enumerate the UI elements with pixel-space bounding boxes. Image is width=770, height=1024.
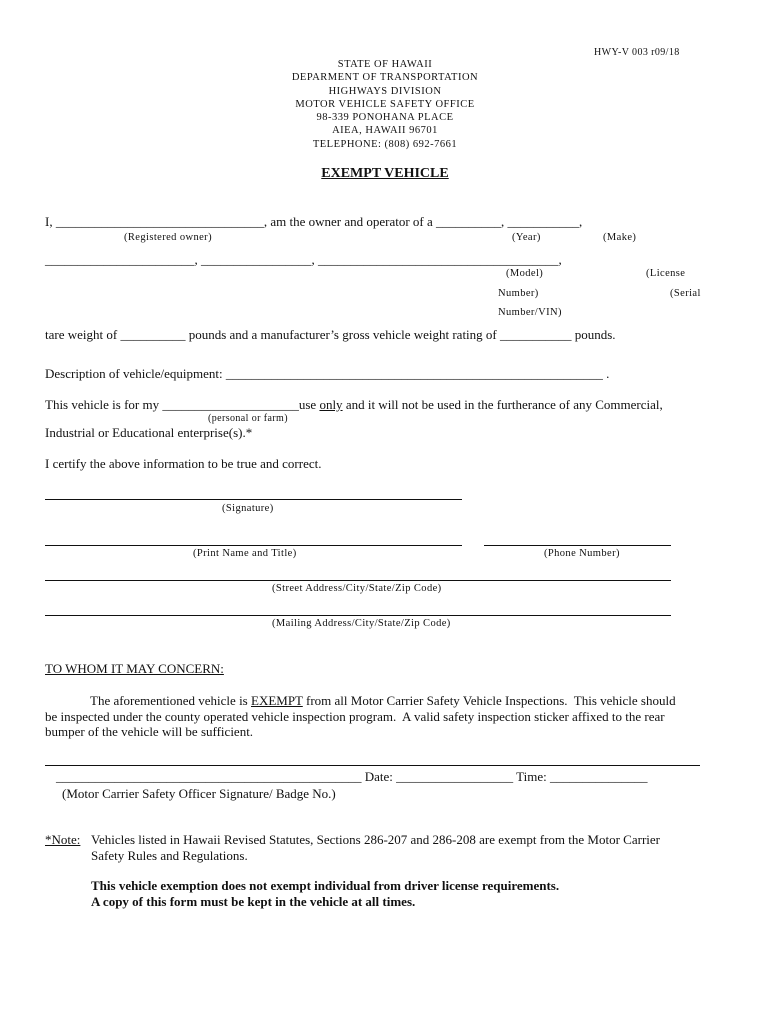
header-department: DEPARMENT OF TRANSPORTATION — [291, 72, 479, 84]
label-phone: (Phone Number) — [544, 548, 620, 559]
street-address-line — [45, 580, 671, 581]
label-license: (License — [646, 268, 686, 279]
label-serial-number-vin: Number/VIN) — [498, 307, 562, 318]
label-mailing-address: (Mailing Address/City/State/Zip Code) — [272, 618, 451, 629]
phone-line — [484, 545, 671, 546]
header-office: MOTOR VEHICLE SAFETY OFFICE — [295, 98, 475, 110]
concern-line1-rest: from all Motor Carrier Safety Vehicle Inspections. This vehicle should — [302, 693, 676, 708]
mailing-address-line — [45, 615, 671, 616]
note-line-2: Safety Rules and Regulations. — [91, 848, 248, 863]
header-division: HIGHWAYS DIVISION — [328, 85, 442, 97]
label-registered-owner: (Registered owner) — [124, 232, 212, 243]
officer-label: (Motor Carrier Safety Officer Signature/ Badge No.) — [62, 786, 336, 801]
print-name-line — [45, 545, 462, 546]
form-code: HWY-V 003 r09/18 — [594, 47, 680, 58]
header-telephone: TELEPHONE: (808) 692-7661 — [312, 138, 458, 150]
owner-line: I, ________________________________, am the owner and operator of a __________, ___________, — [45, 214, 583, 229]
use-line-2: Industrial or Educational enterprise(s).* — [45, 425, 253, 440]
vehicle-id-line: _______________________, _________________, _____________________________________, — [45, 252, 562, 267]
label-signature: (Signature) — [222, 503, 274, 514]
label-make: (Make) — [603, 232, 637, 243]
header-city: AIEA, HAWAII 96701 — [332, 125, 438, 137]
notice-line-1: This vehicle exemption does not exempt individual from driver license requirements. — [91, 878, 560, 893]
agency-header — [0, 58, 770, 151]
concern-intro: The aforementioned vehicle is — [90, 693, 251, 708]
label-year: (Year) — [512, 232, 541, 243]
exempt-word: EXEMPT — [251, 693, 303, 708]
label-street-address: (Street Address/City/State/Zip Code) — [272, 583, 442, 594]
concern-para-line-1 — [90, 693, 676, 709]
officer-signature-line: _______________________________________________ Date: __________________ Time: _______________ — [56, 769, 648, 784]
note-label: *Note: — [45, 832, 81, 847]
weight-line: tare weight of __________ pounds and a manufacturer’s gross vehicle weight rating of ___________ pounds. — [45, 327, 616, 342]
description-line: Description of vehicle/equipment: __________________________________________________________ . — [45, 366, 610, 381]
header-street: 98-339 PONOHANA PLACE — [316, 112, 454, 124]
notice-line-2: A copy of this form must be kept in the vehicle at all times. — [91, 894, 416, 909]
label-print-name: (Print Name and Title) — [193, 548, 297, 559]
header-state: STATE OF HAWAII — [337, 59, 433, 70]
concern-para-line-2: be inspected under the county operated vehicle inspection program. A valid safety inspection sticker affixed to the rear — [45, 709, 665, 724]
use-line — [45, 397, 663, 413]
signature-line — [45, 499, 462, 500]
only-word: only — [319, 397, 343, 412]
use-word: use — [298, 397, 320, 412]
label-model: (Model) — [506, 268, 544, 279]
form-title: EXEMPT VEHICLE — [321, 166, 449, 181]
use-suffix: and it will not be used in the furtherance of any Commercial, — [342, 397, 663, 412]
officer-top-rule — [45, 765, 700, 766]
concern-heading: TO WHOM IT MAY CONCERN: — [45, 661, 224, 676]
use-prefix: This vehicle is for my _____________________ — [45, 397, 299, 412]
label-serial: (Serial — [670, 288, 701, 299]
certify-line: I certify the above information to be true and correct. — [45, 456, 322, 471]
note-line-1: Vehicles listed in Hawaii Revised Statutes, Sections 286-207 and 286-208 are exempt from the Motor Carrier — [91, 832, 660, 847]
label-license-number: Number) — [498, 288, 539, 299]
label-personal-or-farm: (personal or farm) — [208, 413, 288, 424]
concern-para-line-3: bumper of the vehicle will be sufficient. — [45, 724, 254, 739]
